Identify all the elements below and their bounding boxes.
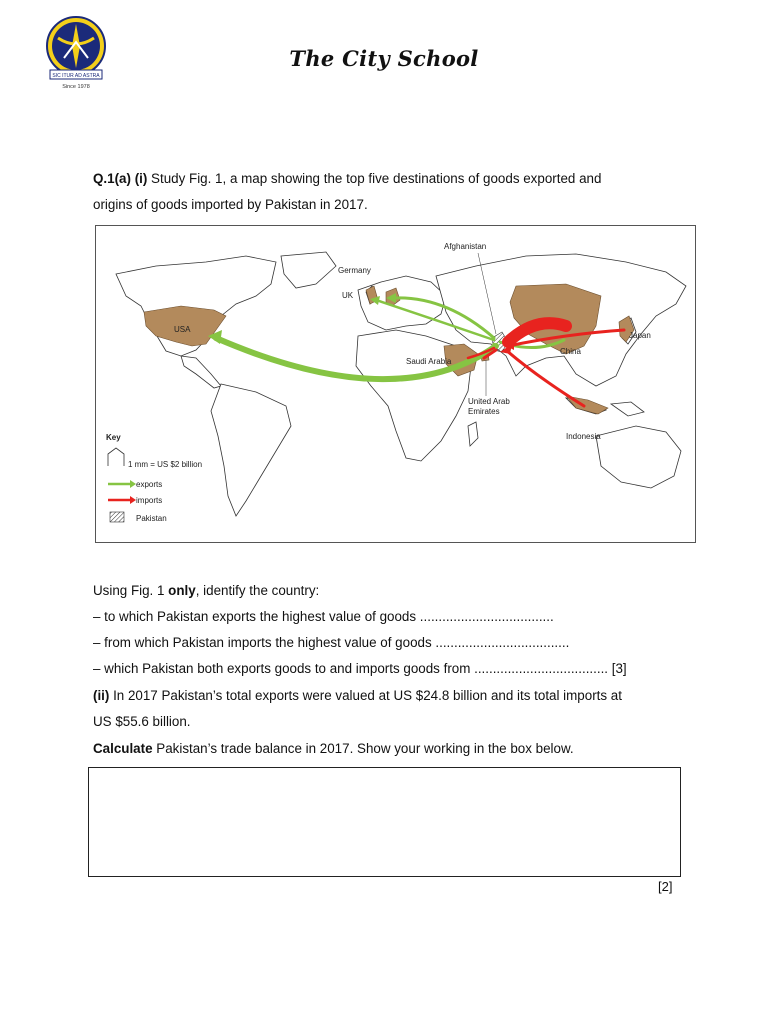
calc-command: Calculate bbox=[93, 741, 153, 756]
part-ii-calc bbox=[93, 740, 574, 758]
key-pakistan: Pakistan bbox=[136, 514, 167, 523]
key-title: Key bbox=[106, 433, 121, 442]
label-afghanistan: Afghanistan bbox=[444, 242, 487, 251]
label-indonesia: Indonesia bbox=[566, 432, 601, 441]
question-intro-line-1 bbox=[93, 170, 601, 188]
pakistan-hatch-icon bbox=[110, 512, 124, 522]
instruction-post: , identify the country: bbox=[195, 583, 320, 598]
part-i-item-3: – which Pakistan both exports goods to and imports goods from .................................... [3] bbox=[93, 661, 627, 676]
svg-text:Since 1978: Since 1978 bbox=[62, 84, 90, 90]
label-saudi-arabia: Saudi Arabia bbox=[406, 357, 452, 366]
continents bbox=[116, 252, 686, 516]
instruction-emphasis: only bbox=[168, 583, 196, 598]
world-map bbox=[96, 226, 696, 543]
calc-instruction: Pakistan’s trade balance in 2017. Show your working in the box below. bbox=[152, 741, 574, 756]
question-subpart: (i) bbox=[134, 171, 148, 186]
label-uae-line-1: United Arab bbox=[468, 397, 510, 406]
key-exports: exports bbox=[136, 480, 163, 489]
part-ii-line-1 bbox=[93, 687, 622, 705]
key-scale: 1 mm = US $2 billion bbox=[128, 460, 203, 469]
question-intro-text: Study Fig. 1, a map showing the top five destinations of goods exported and bbox=[147, 171, 602, 186]
label-uae-line-2: Emirates bbox=[468, 407, 500, 416]
working-answer-box[interactable] bbox=[88, 767, 681, 877]
part-ii-label: (ii) bbox=[93, 688, 110, 703]
part-ii-line-2: US $55.6 billion. bbox=[93, 714, 191, 729]
trade-map-figure bbox=[95, 225, 696, 543]
label-germany: Germany bbox=[338, 266, 371, 275]
part-ii-text-1: In 2017 Pakistan’s total exports were valued at US $24.8 billion and its total imports at bbox=[109, 688, 622, 703]
key-imports: imports bbox=[136, 496, 163, 505]
part-i-instruction bbox=[93, 582, 319, 600]
part-ii-marks: [2] bbox=[658, 879, 673, 894]
part-i-item-2: – from which Pakistan imports the highest value of goods .................................... bbox=[93, 635, 570, 650]
label-usa: USA bbox=[174, 325, 191, 334]
map-key bbox=[106, 433, 202, 523]
question-number: Q.1(a) bbox=[93, 171, 131, 186]
part-i-item-1: – to which Pakistan exports the highest value of goods .................................... bbox=[93, 609, 554, 624]
instruction-pre: Using Fig. 1 bbox=[93, 583, 169, 598]
question-intro-line-2: origins of goods imported by Pakistan in 2017. bbox=[93, 197, 368, 212]
school-name: The City School bbox=[289, 46, 479, 71]
label-uk: UK bbox=[342, 291, 354, 300]
scale-icon bbox=[108, 448, 124, 466]
svg-text:SIC ITUR AD ASTRA: SIC ITUR AD ASTRA bbox=[52, 73, 100, 79]
label-japan: Japan bbox=[629, 331, 651, 340]
label-china: China bbox=[560, 347, 581, 356]
